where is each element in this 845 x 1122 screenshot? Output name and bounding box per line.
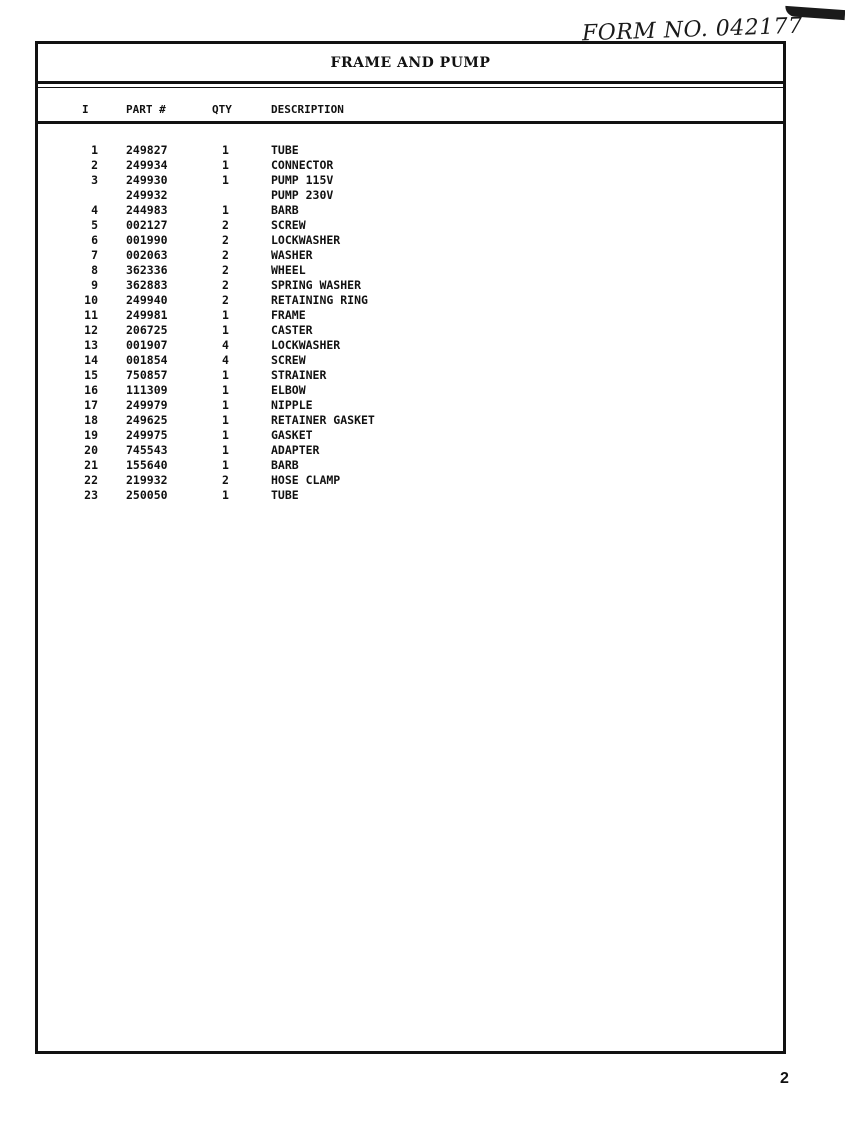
row-index: 5 bbox=[91, 218, 98, 232]
table-row bbox=[38, 473, 783, 488]
row-description: RETAINER GASKET bbox=[271, 413, 375, 427]
row-qty: 1 bbox=[222, 173, 229, 187]
row-part-number: 249975 bbox=[126, 428, 168, 442]
row-description: LOCKWASHER bbox=[271, 338, 341, 352]
row-index: 11 bbox=[84, 308, 98, 322]
row-description: CONNECTOR bbox=[271, 158, 334, 172]
row-index: 4 bbox=[91, 203, 98, 217]
row-part-number: 745543 bbox=[126, 443, 168, 457]
form-number: FORM NO. 042177 bbox=[581, 13, 804, 47]
row-description: LOCKWASHER bbox=[271, 233, 341, 247]
row-description: ADAPTER bbox=[271, 443, 320, 457]
row-qty: 1 bbox=[222, 308, 229, 322]
row-qty: 2 bbox=[222, 278, 229, 292]
table-row bbox=[38, 248, 783, 263]
row-description: RETAINING RING bbox=[271, 293, 368, 307]
table-row bbox=[38, 218, 783, 233]
row-description: TUBE bbox=[271, 143, 299, 157]
row-part-number: 249625 bbox=[126, 413, 168, 427]
column-header-part: PART # bbox=[126, 103, 166, 116]
row-index: 23 bbox=[84, 488, 98, 502]
row-part-number: 206725 bbox=[126, 323, 168, 337]
row-qty: 1 bbox=[222, 398, 229, 412]
column-header-description: DESCRIPTION bbox=[271, 103, 344, 116]
row-qty: 1 bbox=[222, 158, 229, 172]
row-description: GASKET bbox=[271, 428, 313, 442]
table-row bbox=[38, 203, 783, 218]
table-row bbox=[38, 368, 783, 383]
table-row bbox=[38, 173, 783, 188]
row-qty: 1 bbox=[222, 443, 229, 457]
row-description: BARB bbox=[271, 458, 299, 472]
row-index: 16 bbox=[84, 383, 98, 397]
row-qty: 1 bbox=[222, 203, 229, 217]
title-bar bbox=[38, 44, 783, 84]
table-row bbox=[38, 158, 783, 173]
row-description: CASTER bbox=[271, 323, 313, 337]
row-part-number: 249932 bbox=[126, 188, 168, 202]
row-part-number: 249981 bbox=[126, 308, 168, 322]
row-description: ELBOW bbox=[271, 383, 306, 397]
table-row bbox=[38, 233, 783, 248]
row-part-number: 219932 bbox=[126, 473, 168, 487]
table-row bbox=[38, 383, 783, 398]
row-description: FRAME bbox=[271, 308, 306, 322]
table-row bbox=[38, 338, 783, 353]
row-index: 1 bbox=[91, 143, 98, 157]
page-title: FRAME AND PUMP bbox=[330, 54, 491, 71]
row-index: 8 bbox=[91, 263, 98, 277]
table-row bbox=[38, 353, 783, 368]
row-index: 18 bbox=[84, 413, 98, 427]
table-row bbox=[38, 398, 783, 413]
row-index: 13 bbox=[84, 338, 98, 352]
row-description: SCREW bbox=[271, 218, 306, 232]
row-description: SCREW bbox=[271, 353, 306, 367]
row-part-number: 111309 bbox=[126, 383, 168, 397]
row-description: BARB bbox=[271, 203, 299, 217]
row-part-number: 362336 bbox=[126, 263, 168, 277]
row-part-number: 249934 bbox=[126, 158, 168, 172]
row-part-number: 249940 bbox=[126, 293, 168, 307]
row-qty: 2 bbox=[222, 293, 229, 307]
parts-list-frame bbox=[35, 41, 786, 1054]
row-description: WHEEL bbox=[271, 263, 306, 277]
row-qty: 1 bbox=[222, 488, 229, 502]
row-index: 9 bbox=[91, 278, 98, 292]
row-qty: 2 bbox=[222, 263, 229, 277]
row-qty: 1 bbox=[222, 323, 229, 337]
row-index: 19 bbox=[84, 428, 98, 442]
row-part-number: 002063 bbox=[126, 248, 168, 262]
table-row bbox=[38, 323, 783, 338]
table-row bbox=[38, 143, 783, 158]
row-qty: 1 bbox=[222, 143, 229, 157]
row-part-number: 750857 bbox=[126, 368, 168, 382]
row-part-number: 250050 bbox=[126, 488, 168, 502]
row-index: 21 bbox=[84, 458, 98, 472]
row-qty: 2 bbox=[222, 218, 229, 232]
row-index: 10 bbox=[84, 293, 98, 307]
row-index: 3 bbox=[91, 173, 98, 187]
column-header-index: I bbox=[82, 103, 89, 116]
row-description: HOSE CLAMP bbox=[271, 473, 341, 487]
row-description: WASHER bbox=[271, 248, 313, 262]
row-qty: 2 bbox=[222, 248, 229, 262]
column-header-qty: QTY bbox=[212, 103, 232, 116]
row-qty: 4 bbox=[222, 353, 229, 367]
row-description: NIPPLE bbox=[271, 398, 313, 412]
row-part-number: 249930 bbox=[126, 173, 168, 187]
table-row bbox=[38, 188, 783, 203]
row-qty: 1 bbox=[222, 458, 229, 472]
row-part-number: 362883 bbox=[126, 278, 168, 292]
row-part-number: 244983 bbox=[126, 203, 168, 217]
table-row bbox=[38, 428, 783, 443]
row-index: 22 bbox=[84, 473, 98, 487]
row-index: 15 bbox=[84, 368, 98, 382]
row-index: 17 bbox=[84, 398, 98, 412]
row-qty: 1 bbox=[222, 368, 229, 382]
row-qty: 1 bbox=[222, 428, 229, 442]
table-row bbox=[38, 263, 783, 278]
column-header-row bbox=[38, 87, 783, 124]
row-qty: 4 bbox=[222, 338, 229, 352]
table-row bbox=[38, 278, 783, 293]
row-part-number: 249979 bbox=[126, 398, 168, 412]
row-index: 12 bbox=[84, 323, 98, 337]
row-index: 14 bbox=[84, 353, 98, 367]
row-description: SPRING WASHER bbox=[271, 278, 362, 292]
row-description: PUMP 230V bbox=[271, 188, 334, 202]
row-part-number: 002127 bbox=[126, 218, 168, 232]
table-row bbox=[38, 458, 783, 473]
row-part-number: 155640 bbox=[126, 458, 168, 472]
row-part-number: 001990 bbox=[126, 233, 168, 247]
page-number: 2 bbox=[780, 1070, 789, 1087]
row-qty: 1 bbox=[222, 413, 229, 427]
row-description: PUMP 115V bbox=[271, 173, 334, 187]
table-row bbox=[38, 308, 783, 323]
row-part-number: 001854 bbox=[126, 353, 168, 367]
table-row bbox=[38, 443, 783, 458]
row-qty: 2 bbox=[222, 233, 229, 247]
row-index: 2 bbox=[91, 158, 98, 172]
row-qty: 1 bbox=[222, 383, 229, 397]
row-index: 20 bbox=[84, 443, 98, 457]
row-qty: 2 bbox=[222, 473, 229, 487]
row-index: 7 bbox=[91, 248, 98, 262]
row-part-number: 249827 bbox=[126, 143, 168, 157]
table-row bbox=[38, 293, 783, 308]
row-index: 6 bbox=[91, 233, 98, 247]
parts-table-body bbox=[38, 143, 783, 503]
row-description: TUBE bbox=[271, 488, 299, 502]
row-description: STRAINER bbox=[271, 368, 327, 382]
table-row bbox=[38, 413, 783, 428]
table-row bbox=[38, 488, 783, 503]
row-part-number: 001907 bbox=[126, 338, 168, 352]
